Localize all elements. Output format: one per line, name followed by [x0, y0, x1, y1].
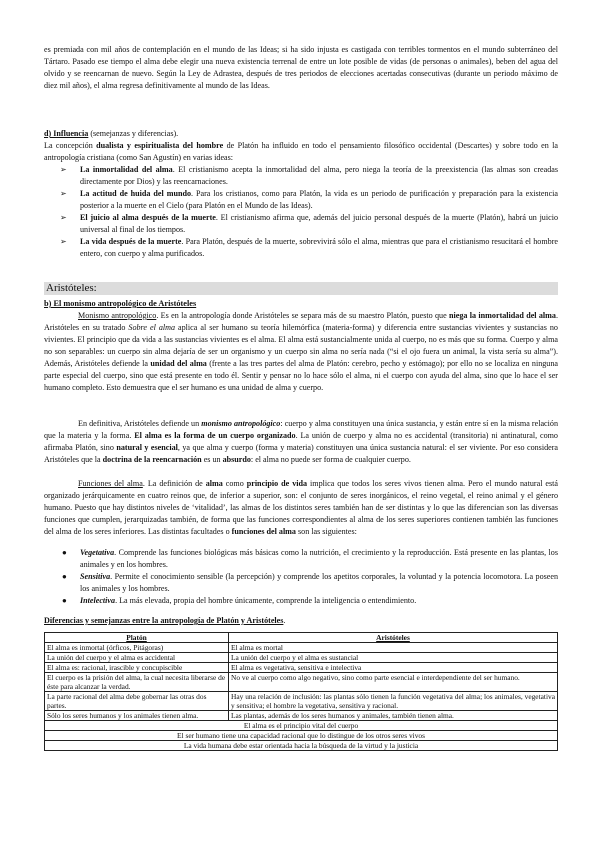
- table-header-row: [45, 633, 558, 643]
- text-run: , ya que alma y cuerpo (forma y materia) constituyen una única sustancia natural: el ser viviente. Por eso considera Aristóteles que la: [44, 443, 559, 464]
- list-item-text: . El cristianismo afirma que, además del juicio personal después de la muerte (Platón), habrá un juicio universal al final de los tiempos.: [80, 213, 558, 234]
- list-item-title: La actitud de huida del mundo: [80, 189, 191, 198]
- comparison-title-text: Diferencias y semejanzas entre la antropología de Platón y Aristóteles: [44, 616, 284, 625]
- text-run: . Aristóteles en su tratado: [44, 311, 558, 332]
- list-item-text: . Permite el conocimiento sensible (la percepción) y comprende los apetitos corporales, la voluntad y la potencia locomotora. La poseen los animales y los hombres.: [80, 572, 558, 593]
- list-item-text: . El cristianismo acepta la inmortalidad del alma, pero niega la teoría de la preexistencia (las almas son creadas directamente por Dios) y las reencarnaciones.: [80, 165, 559, 186]
- comparison-title: [44, 615, 558, 627]
- bullet-dot-icon: ●: [62, 596, 67, 605]
- influencia-intro-bold: dualista y espiritualista del hombre: [96, 141, 224, 150]
- monismo-subheading: b) El monismo antropológico de Aristóteles: [44, 299, 197, 308]
- comparison-table: [44, 632, 558, 751]
- column-header-aristoteles: Aristóteles: [229, 633, 558, 643]
- table-cell-shared: La vida humana debe estar orientada hacia la búsqueda de la virtud y la justicia: [45, 741, 558, 751]
- bold-run: principio de vida: [246, 479, 308, 488]
- influencia-heading-label: d) Influencia: [44, 129, 89, 138]
- table-cell: Sólo los seres humanos y los animales tienen alma.: [45, 711, 229, 721]
- intro-paragraph: es premiada con mil años de contemplación en el mundo de las Ideas; si ha sido injusta es castigada con terribles tormentos en el mundo subterráneo del Tártaro. Pasado ese tiempo el alma debe elegir una nueva existencia terrenal de entre un lote posible de vidas (de personas o animales), beben del agua del olvido y se reencarnan de nuevo. Según la Ley de Adrastea, después de tres periodos de elecciones acertadas consecutivas (durante un periodo máximo de diez mil años), el alma regresa definitivamente al mundo de las Ideas.: [44, 45, 558, 90]
- list-item-title: Vegetativa: [80, 548, 115, 557]
- table-cell: El alma es vegetativa, sensitiva e intelectiva: [229, 663, 558, 673]
- table-row-shared: [45, 721, 558, 731]
- table-row: [45, 643, 558, 653]
- text-run: En definitiva, Aristóteles defiende un: [78, 419, 202, 428]
- table-cell: La unión del cuerpo y el alma es sustancial: [229, 653, 558, 663]
- table-row: [45, 653, 558, 663]
- funciones-term: Funciones del alma: [78, 479, 143, 488]
- bold-run: absurdo: [222, 455, 251, 464]
- table-cell: La parte racional del alma debe gobernar las otras dos partes.: [45, 692, 229, 711]
- bold-run: niega la inmortalidad del alma: [449, 311, 556, 320]
- influencia-intro: [44, 140, 558, 164]
- text-run: . La definición de: [142, 479, 206, 488]
- table-row-shared: [45, 731, 558, 741]
- text-run: como: [222, 479, 247, 488]
- influencia-intro-a: La concepción: [44, 141, 97, 150]
- table-cell-shared: El ser humano tiene una capacidad racional que lo distingue de los otros seres vivos: [45, 731, 558, 741]
- definitiva-paragraph: [44, 418, 558, 466]
- table-cell: Las plantas, además de los seres humanos y animales, también tienen alma.: [229, 711, 558, 721]
- section-title-aristoteles: Aristóteles:: [44, 282, 558, 295]
- table-cell: El alma es: racional, irascible y concupiscible: [45, 663, 229, 673]
- list-item: [60, 164, 558, 188]
- table-row-shared: [45, 741, 558, 751]
- list-item-title: La inmortalidad del alma: [80, 165, 173, 174]
- list-item-title: La vida después de la muerte: [80, 237, 182, 246]
- arrow-bullet-icon: ➢: [60, 189, 67, 198]
- table-cell: El alma es inmortal (órficos, Pitágoras): [45, 643, 229, 653]
- influencia-heading-rest: (semejanzas y diferencias).: [88, 129, 179, 138]
- table-cell-shared: El alma es el principio vital del cuerpo: [45, 721, 558, 731]
- column-header-platon: Platón: [45, 633, 229, 643]
- bold-run: funciones del alma: [231, 527, 296, 536]
- text-run: aplica al ser humano su teoría hilemórfica (materia-forma) y diferencia entre sustancias vivientes y sustancias no vivientes. El principio que da vida a las sustancias vivientes es el alma. El alma está sustancialmente unida al cuerpo, no es más que su forma. Cuerpo y alma no son separables: un cuerpo sin alma dejaría de ser un organismo y un cuerpo sin alma no sería nada (“si el ojo fuera un animal, la vista sería su alma”). Además, Aristóteles defiende la: [44, 323, 558, 368]
- text-run: implica que todos los seres vivos tienen alma. Pero el mundo natural está organizado jerárquicamente en cuatro reinos que, de inferior a superior, son: el conjunto de seres inorgánicos, el reino vegetal, el reino animal y el género humano. Puesto que hay distintos niveles de ‘vitalidad’, las almas de los distintos seres también han de ser distintas y lo que las diferencian son las diversas funciones que cumplen, jerarquizadas también, de forma que las funciones correspondientes al alma de los seres superiores contienen también las funciones del alma de los seres inferiores. Las distintas facultades o: [44, 479, 559, 536]
- funciones-list: [60, 547, 558, 607]
- text-run: son las siguientes:: [295, 527, 357, 536]
- text-run: : el alma no puede ser forma de cualquier cuerpo.: [250, 455, 411, 464]
- list-item: [60, 212, 558, 236]
- table-cell: Hay una relación de inclusión: las plantas sólo tienen la función vegetativa del alma; los animales, vegetativa y sensitiva; el hombre la vegetativa, sensitiva y racional.: [229, 692, 558, 711]
- list-item: [60, 571, 558, 595]
- bullet-dot-icon: ●: [62, 572, 67, 581]
- table-cell: El alma es mortal: [229, 643, 558, 653]
- influencia-list: [60, 164, 558, 260]
- table-row: [45, 711, 558, 721]
- table-row: [45, 692, 558, 711]
- monismo-term: Monismo antropológico: [78, 311, 157, 320]
- arrow-bullet-icon: ➢: [60, 237, 67, 246]
- bullet-dot-icon: ●: [62, 548, 67, 557]
- bold-run: monismo antropológico: [201, 419, 281, 428]
- bold-run: doctrina de la reencarnación: [102, 455, 202, 464]
- list-item-text: . La más elevada, propia del hombre únicamente, comprende la inteligencia o entendimiento.: [115, 596, 417, 605]
- table-cell: El cuerpo es la prisión del alma, la cual necesita liberarse de éste para alcanzar la verdad.: [45, 673, 229, 692]
- text-run: es un: [201, 455, 223, 464]
- list-item: [60, 236, 558, 260]
- monismo-paragraph: [44, 310, 558, 394]
- list-item-text: . Para los cristianos, como para Platón, la vida es un periodo de purificación y preparación para la existencia posterior a la muerte en el Cielo (para Platón en el Mundo de las Ideas).: [80, 189, 558, 210]
- list-item: [60, 188, 558, 212]
- text-run: : cuerpo y alma constituyen una única sustancia, y están entre sí en la misma relación que la materia y la forma.: [44, 419, 558, 440]
- text-run: (frente a las tres partes del alma de Platón: cerebro, pecho y estómago); por ello no se localiza en ninguna parte especial del cuerpo, sino que está presente en todo él. Sentir y pensar no lo hace sólo el alma, ni el cuerpo con ayuda del alma, sino que lo hace el ser humano completo. Esto demuestra que el ser humano es una unidad de alma y cuerpo.: [44, 359, 558, 392]
- table-cell: La unión del cuerpo y el alma es accidental: [45, 653, 229, 663]
- list-item: [60, 547, 558, 571]
- bold-run: unidad del alma: [150, 359, 207, 368]
- table-row: [45, 663, 558, 673]
- comparison-title-end: .: [283, 616, 286, 625]
- list-item-title: Sensitiva: [80, 572, 111, 581]
- list-item-text: . Comprende las funciones biológicas más básicas como la nutrición, el crecimiento y la reproducción. Está presente en las plantas, los animales y en los hombres.: [80, 548, 558, 569]
- text-run: . Es en la antropología donde Aristóteles se separa más de su maestro Platón, puesto que: [156, 311, 450, 320]
- text-run: . La unión de cuerpo y alma no es accidental (transitoria) ni antinatural, como afirmaba Platón, sino: [44, 431, 558, 452]
- funciones-paragraph: [44, 478, 558, 538]
- bold-run: alma: [205, 479, 223, 488]
- arrow-bullet-icon: ➢: [60, 165, 67, 174]
- list-item-title: El juicio al alma después de la muerte: [80, 213, 216, 222]
- table-cell: No ve al cuerpo como algo negativo, sino como parte esencial e interdependiente del ser humano.: [229, 673, 558, 692]
- table-row: [45, 673, 558, 692]
- arrow-bullet-icon: ➢: [60, 213, 67, 222]
- influencia-intro-b: de Platón ha influido en todo el pensamiento filosófico occidental (Descartes) y sobre todo en la antropología cristiana (como San Agustín) en varias ideas:: [44, 141, 559, 162]
- book-title: Sobre el alma: [128, 323, 176, 332]
- list-item: [60, 595, 558, 607]
- influencia-heading: [44, 128, 558, 140]
- bold-run: El alma es la forma de un cuerpo organizado: [134, 431, 296, 440]
- list-item-title: Intelectiva: [80, 596, 116, 605]
- list-item-text: . Para Platón, después de la muerte, sobrevivirá sólo el alma, mientras que para el cristianismo resucitará el hombre entero, con cuerpo y alma purificados.: [80, 237, 558, 258]
- bold-run: natural y esencial: [116, 443, 178, 452]
